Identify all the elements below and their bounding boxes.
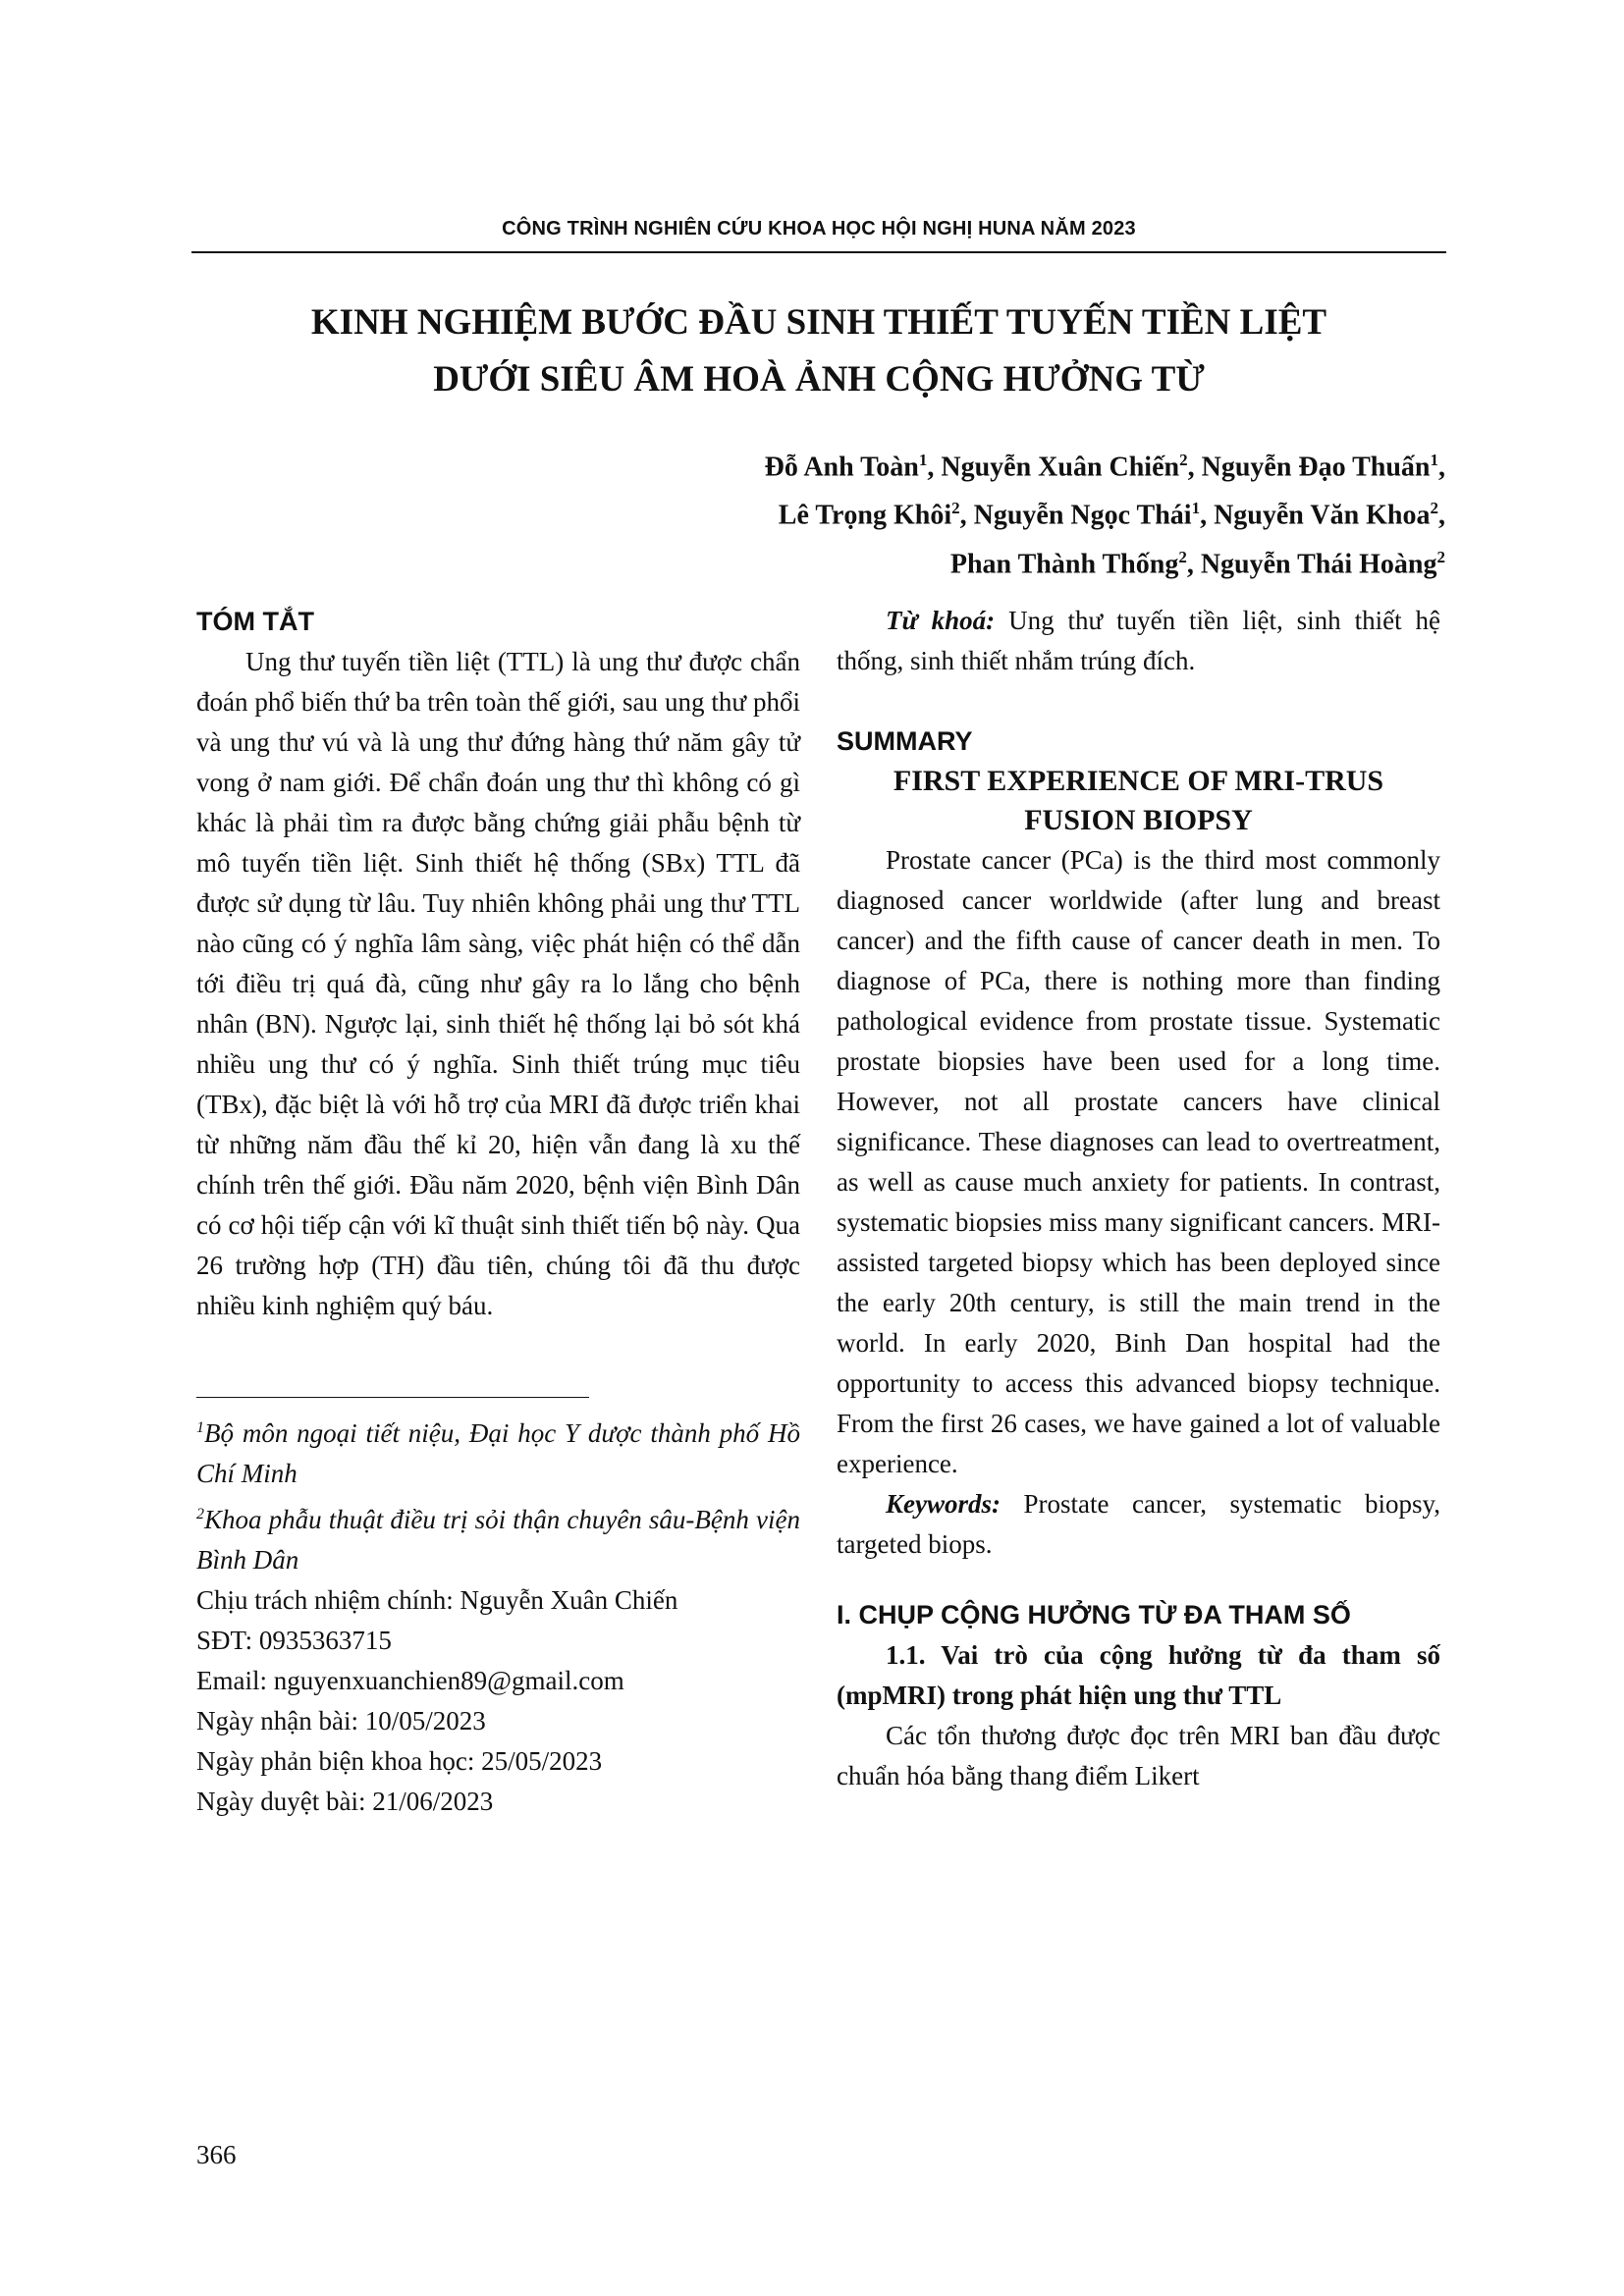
footnote-affiliation-1 <box>196 1408 800 1494</box>
abstract-heading: TÓM TẮT <box>196 607 314 636</box>
author: Phan Thành Thống <box>949 548 1179 579</box>
affiliation-mark: 1 <box>1191 499 1201 518</box>
keywords-en <box>837 1484 1440 1565</box>
keywords-label: Từ khoá: <box>886 606 996 635</box>
running-header: CÔNG TRÌNH NGHIÊN CỨU KHOA HỌC HỘI NGHỊ HUNA NĂM 2023 <box>502 218 1136 240</box>
date-approved: Ngày duyệt bài: 21/06/2023 <box>196 1787 494 1816</box>
footnote-text: Bộ môn ngoại tiết niệu, Đại học Y dược thành phố Hồ Chí Minh <box>196 1418 800 1488</box>
left-column <box>196 601 800 1822</box>
author: Nguyễn Đạo Thuấn <box>1201 452 1431 483</box>
section-1-1-heading: 1.1. Vai trò của cộng hưởng từ đa tham số (mpMRI) trong phát hiện ung thư TTL <box>837 1640 1440 1710</box>
author: Đỗ Anh Toàn <box>764 452 919 483</box>
author-list <box>463 440 1445 585</box>
footnote-rule <box>196 1397 589 1398</box>
keywords-vi <box>837 601 1440 681</box>
right-column <box>837 601 1440 1796</box>
summary-title-line-1: FIRST EXPERIENCE OF MRI-TRUS <box>893 765 1384 797</box>
affiliation-mark: 2 <box>1430 499 1438 518</box>
section-1-heading: I. CHỤP CỘNG HƯỞNG TỪ ĐA THAM SỐ <box>837 1600 1351 1629</box>
email: Email: nguyenxuanchien89@gmail.com <box>196 1666 624 1695</box>
abstract-body: Ung thư tuyến tiền liệt (TTL) là ung thư được chẩn đoán phổ biến thứ ba trên toàn thế giới, sau ung thư phổi và ung thư vú và là ung thư đứng hàng thứ năm gây tử vong ở nam giới. Để chẩn đoán ung thư thì không có gì khác là phải tìm ra được bằng chứng giải phẫu bệnh từ mô tuyến tiền liệt. Sinh thiết hệ thống (SBx) TTL đã được sử dụng từ lâu. Tuy nhiên không phải ung thư TTL nào cũng có ý nghĩa lâm sàng, việc phát hiện có thể dẫn tới điều trị quá đà, cũng như gây ra lo lắng cho bệnh nhân (BN). Ngược lại, sinh thiết hệ thống lại bỏ sót khá nhiều ung thư có ý nghĩa. Sinh thiết trúng mục tiêu (TBx), đặc biệt là với hỗ trợ của MRI đã được triển khai từ những năm đầu thế kỉ 20, hiện vẫn đang là xu thế chính trên thế giới. Đầu năm 2020, bệnh viện Bình Dân có cơ hội tiếp cận với kĩ thuật sinh thiết tiến bộ này. Qua 26 trường hợp (TH) đầu tiên, chúng tôi đã thu được nhiều kinh nghiệm quý báu. <box>196 647 800 1320</box>
author: Lê Trọng Khôi <box>778 500 952 531</box>
paper-title <box>191 294 1446 408</box>
author: Nguyễn Ngọc Thái <box>973 500 1192 531</box>
footnote-affiliation-2 <box>196 1494 800 1580</box>
author: Nguyễn Văn Khoa <box>1214 500 1431 531</box>
summary-title <box>837 762 1440 840</box>
header-rule <box>191 251 1446 253</box>
author: Nguyễn Xuân Chiến <box>941 452 1180 483</box>
title-line-2: DƯỚI SIÊU ÂM HOÀ ẢNH CỘNG HƯỞNG TỪ <box>433 359 1205 400</box>
affiliation-mark: 2 <box>1179 451 1188 469</box>
affiliation-mark: 2 <box>951 499 960 518</box>
page-number: 366 <box>196 2140 237 2169</box>
author-line-2: Lê Trọng Khôi$^2$, Nguyễn Ngọc Thái$^1$, Nguyễn Văn Khoa$^2$, <box>778 499 1445 531</box>
affiliation-mark: 2 <box>1178 547 1187 566</box>
author-line-3: Phan Thành Thống$^2$, Nguyễn Thái Hoàng$^2$ <box>949 547 1445 579</box>
date-received: Ngày nhận bài: 10/05/2023 <box>196 1706 486 1735</box>
affiliation-mark: 1 <box>918 451 928 469</box>
date-reviewed: Ngày phản biện khoa học: 25/05/2023 <box>196 1746 603 1776</box>
footnote-mark: 1 <box>196 1419 204 1436</box>
responsible-author: Chịu trách nhiệm chính: Nguyễn Xuân Chiến <box>196 1585 678 1615</box>
keywords-label-en: Keywords: <box>886 1489 1001 1519</box>
affiliation-mark: 2 <box>1436 547 1445 566</box>
keywords-text: Ung thư tuyến tiền liệt, sinh thiết hệ thống, sinh thiết nhắm trúng đích. <box>837 606 1441 675</box>
affiliation-mark: 1 <box>1430 451 1438 469</box>
author: Nguyễn Thái Hoàng <box>1200 548 1437 579</box>
author-line-1: Đỗ Anh Toàn$^1$, Nguyễn Xuân Chiến$^2$, Nguyễn Đạo Thuấn$^1$, <box>764 451 1445 483</box>
footnote-mark: 2 <box>196 1506 204 1522</box>
summary-heading: SUMMARY <box>837 726 973 756</box>
summary-body: Prostate cancer (PCa) is the third most commonly diagnosed cancer worldwide (after lung and breast cancer) and the fifth cause of cancer death in men. To diagnose of PCa, there is nothing more than finding pathological evidence from prostate tissue. Systematic prostate biopsies have been used for a long time. However, not all prostate cancers have clinical significance. These diagnoses can lead to overtreatment, as well as cause much anxiety for patients. In contrast, systematic biopsies miss many significant cancers. MRI-assisted targeted biopsy which has been deployed since the early 20th century, is still the main trend in the world. In early 2020, Binh Dan hospital had the opportunity to access this advanced biopsy technique. From the first 26 cases, we have gained a lot of valuable experience. <box>837 845 1440 1478</box>
section-1-1-body: Các tổn thương được đọc trên MRI ban đầu được chuẩn hóa bằng thang điểm Likert <box>837 1721 1440 1790</box>
title-line-1: KINH NGHIỆM BƯỚC ĐẦU SINH THIẾT TUYẾN TIỀN LIỆT <box>310 302 1327 343</box>
footnotes <box>196 1408 800 1822</box>
phone: SĐT: 0935363715 <box>196 1626 392 1655</box>
keywords-text-en: Prostate cancer, systematic biopsy, targeted biops. <box>837 1489 1440 1559</box>
footnote-text: Khoa phẫu thuật điều trị sỏi thận chuyên sâu-Bệnh viện Bình Dân <box>196 1505 800 1575</box>
summary-title-line-2: FUSION BIOPSY <box>1024 804 1253 836</box>
